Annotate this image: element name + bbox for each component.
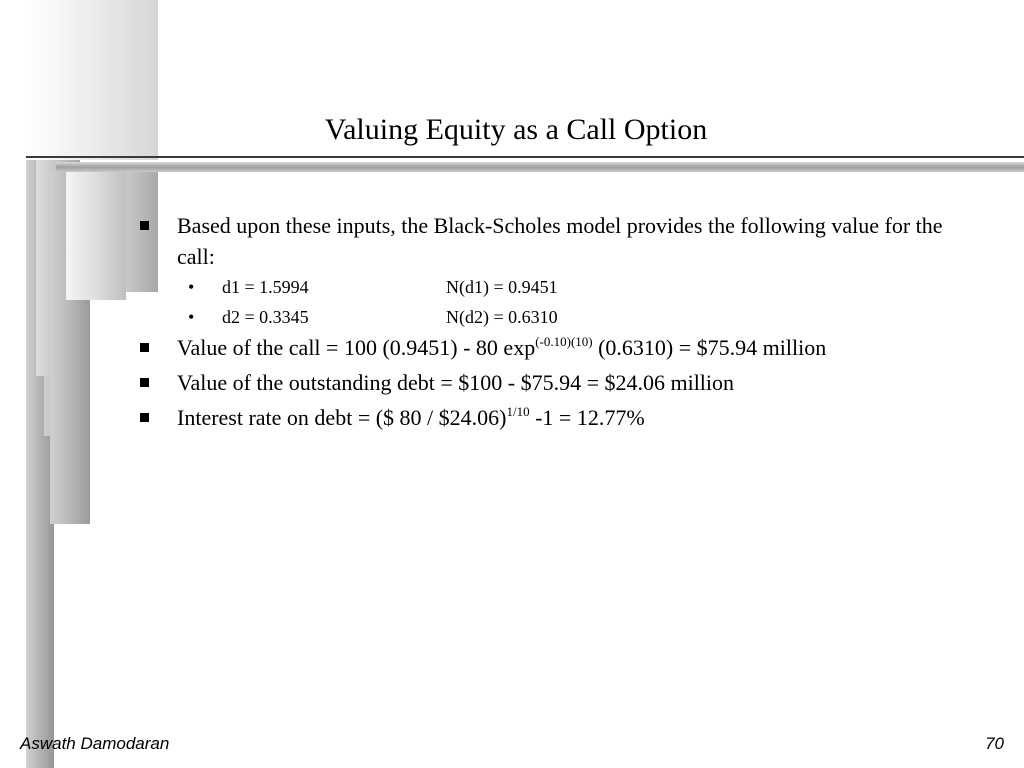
bullet-text: -1 = 12.77% [529, 405, 645, 430]
decorative-bar [26, 0, 158, 160]
bullet-item [140, 210, 960, 272]
sub-bullet-item [140, 302, 960, 332]
footer-author: Aswath Damodaran [20, 734, 170, 753]
square-bullet-icon [140, 221, 149, 230]
bullet-item [140, 367, 960, 398]
decorative-bar [66, 172, 126, 300]
bullet-text: Value of the outstanding debt = $100 - $75.94 = $24.06 million [177, 370, 735, 395]
square-bullet-icon [140, 413, 149, 422]
round-bullet-icon: • [188, 277, 195, 297]
title-divider-bar [56, 162, 1024, 172]
bullet-text: (0.6310) = $75.94 million [592, 335, 827, 360]
bullet-item [140, 402, 960, 433]
bullet-item [140, 332, 960, 363]
sub-bullet-right: N(d2) = 0.6310 [446, 307, 558, 327]
sub-bullet-left: d1 = 1.5994 [222, 277, 309, 297]
round-bullet-icon: • [188, 307, 195, 327]
bullet-superscript: (-0.10)(10) [535, 334, 593, 349]
sub-bullet-left: d2 = 0.3345 [222, 307, 309, 327]
bullet-superscript: 1/10 [506, 404, 530, 419]
slide-body [140, 210, 960, 433]
square-bullet-icon [140, 378, 149, 387]
sub-bullet-right: N(d1) = 0.9451 [446, 277, 558, 297]
page-number: 70 [985, 734, 1004, 753]
square-bullet-icon [140, 343, 149, 352]
sub-bullet-item [140, 272, 960, 302]
slide-title: Valuing Equity as a Call Option [324, 113, 708, 146]
bullet-text: Based upon these inputs, the Black-Scholes model provides the following value for the call: [177, 213, 943, 269]
bullet-text: Value of the call = 100 (0.9451) - 80 exp [177, 335, 536, 360]
bullet-text: Interest rate on debt = ($ 80 / $24.06) [177, 405, 507, 430]
title-divider [26, 156, 1024, 158]
